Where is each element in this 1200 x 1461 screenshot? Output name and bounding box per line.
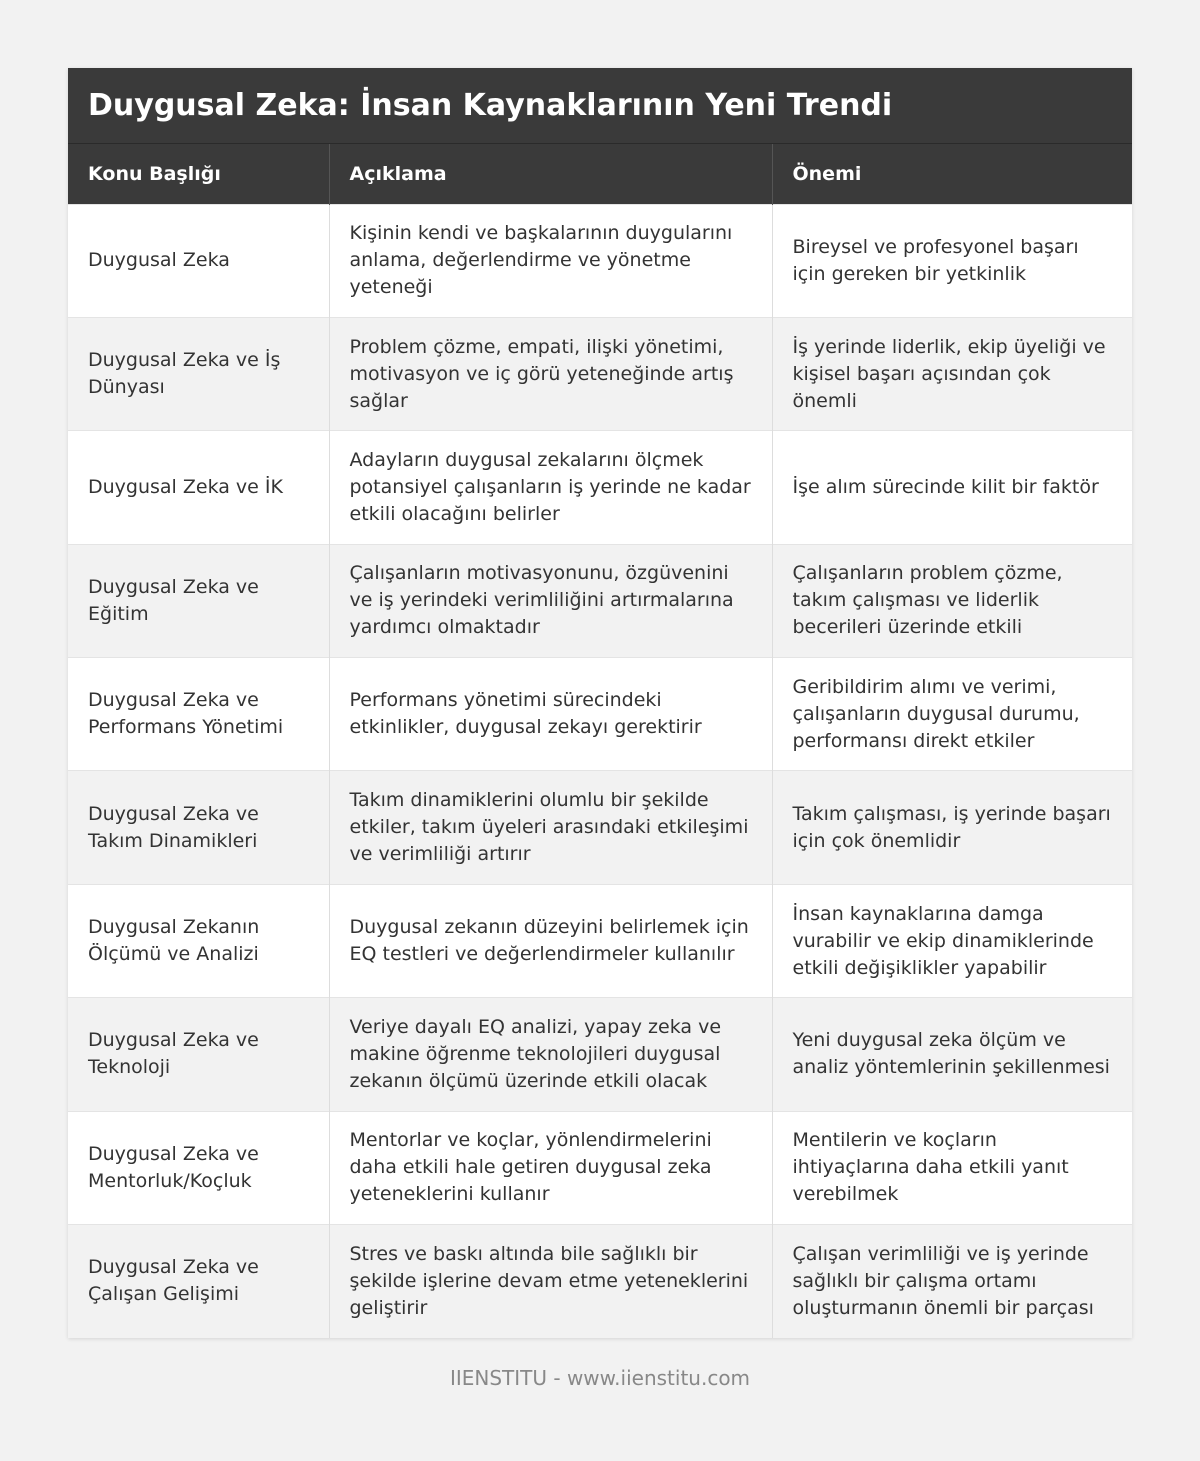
table-card xyxy=(68,68,1132,1338)
table-row xyxy=(68,998,1132,1111)
table-row xyxy=(68,1225,1132,1338)
cell-topic: Duygusal Zeka ve Çalışan Gelişimi xyxy=(68,1225,329,1338)
cell-importance: İşe alım sürecinde kilit bir faktör xyxy=(772,431,1132,544)
cell-importance: Geribildirim alımı ve verimi, çalışanların duygusal durumu, performansı direkt etkiler xyxy=(772,658,1132,771)
cell-importance: Mentilerin ve koçların ihtiyaçlarına daha etkili yanıt verebilmek xyxy=(772,1111,1132,1224)
cell-importance: İnsan kaynaklarına damga vurabilir ve ekip dinamiklerinde etkili değişiklikler yapabilir xyxy=(772,884,1132,997)
column-header-description: Açıklama xyxy=(329,144,772,204)
cell-description: Veriye dayalı EQ analizi, yapay zeka ve makine öğrenme teknolojileri duygusal zekanın ölçümü üzerinde etkili olacak xyxy=(329,998,772,1111)
cell-description: Mentorlar ve koçlar, yönlendirmelerini daha etkili hale getiren duygusal zeka yeteneklerini kullanır xyxy=(329,1111,772,1224)
column-header-topic: Konu Başlığı xyxy=(68,144,329,204)
data-table xyxy=(68,144,1132,1338)
cell-description: Duygusal zekanın düzeyini belirlemek için EQ testleri ve değerlendirmeler kullanılır xyxy=(329,884,772,997)
cell-importance: Takım çalışması, iş yerinde başarı için çok önemlidir xyxy=(772,771,1132,884)
cell-topic: Duygusal Zeka ve İş Dünyası xyxy=(68,317,329,430)
cell-importance: Çalışanların problem çözme, takım çalışması ve liderlik becerileri üzerinde etkili xyxy=(772,544,1132,657)
cell-description: Stres ve baskı altında bile sağlıklı bir şekilde işlerine devam etme yeteneklerini geliştirir xyxy=(329,1225,772,1338)
cell-topic: Duygusal Zeka ve Takım Dinamikleri xyxy=(68,771,329,884)
column-header-importance: Önemi xyxy=(772,144,1132,204)
table-row xyxy=(68,317,1132,430)
table-row xyxy=(68,1111,1132,1224)
cell-description: Problem çözme, empati, ilişki yönetimi, motivasyon ve iç görü yeteneğinde artış sağlar xyxy=(329,317,772,430)
cell-topic: Duygusal Zeka ve Teknoloji xyxy=(68,998,329,1111)
table-row xyxy=(68,884,1132,997)
cell-description: Çalışanların motivasyonunu, özgüvenini ve iş yerindeki verimliliğini artırmalarına yardımcı olmaktadır xyxy=(329,544,772,657)
table-row xyxy=(68,658,1132,771)
cell-importance: Çalışan verimliliği ve iş yerinde sağlıklı bir çalışma ortamı oluşturmanın önemli bir parçası xyxy=(772,1225,1132,1338)
table-row xyxy=(68,771,1132,884)
cell-importance: Yeni duygusal zeka ölçüm ve analiz yöntemlerinin şekillenmesi xyxy=(772,998,1132,1111)
table-row xyxy=(68,431,1132,544)
cell-topic: Duygusal Zeka ve İK xyxy=(68,431,329,544)
table-row xyxy=(68,204,1132,317)
cell-description: Kişinin kendi ve başkalarının duygularını anlama, değerlendirme ve yönetme yeteneği xyxy=(329,204,772,317)
cell-importance: İş yerinde liderlik, ekip üyeliği ve kişisel başarı açısından çok önemli xyxy=(772,317,1132,430)
cell-description: Takım dinamiklerini olumlu bir şekilde etkiler, takım üyeleri arasındaki etkileşimi ve verimliliği artırır xyxy=(329,771,772,884)
footer-credit: IIENSTITU - www.iienstitu.com xyxy=(449,1366,751,1390)
cell-description: Performans yönetimi sürecindeki etkinlikler, duygusal zekayı gerektirir xyxy=(329,658,772,771)
cell-importance: Bireysel ve profesyonel başarı için gereken bir yetkinlik xyxy=(772,204,1132,317)
page-title: Duygusal Zeka: İnsan Kaynaklarının Yeni Trendi xyxy=(68,68,1132,144)
cell-topic: Duygusal Zeka ve Mentorluk/Koçluk xyxy=(68,1111,329,1224)
cell-topic: Duygusal Zekanın Ölçümü ve Analizi xyxy=(68,884,329,997)
table-header-row xyxy=(68,144,1132,204)
cell-description: Adayların duygusal zekalarını ölçmek potansiyel çalışanların iş yerinde ne kadar etkili olacağını belirler xyxy=(329,431,772,544)
table-row xyxy=(68,544,1132,657)
cell-topic: Duygusal Zeka xyxy=(68,204,329,317)
cell-topic: Duygusal Zeka ve Performans Yönetimi xyxy=(68,658,329,771)
cell-topic: Duygusal Zeka ve Eğitim xyxy=(68,544,329,657)
